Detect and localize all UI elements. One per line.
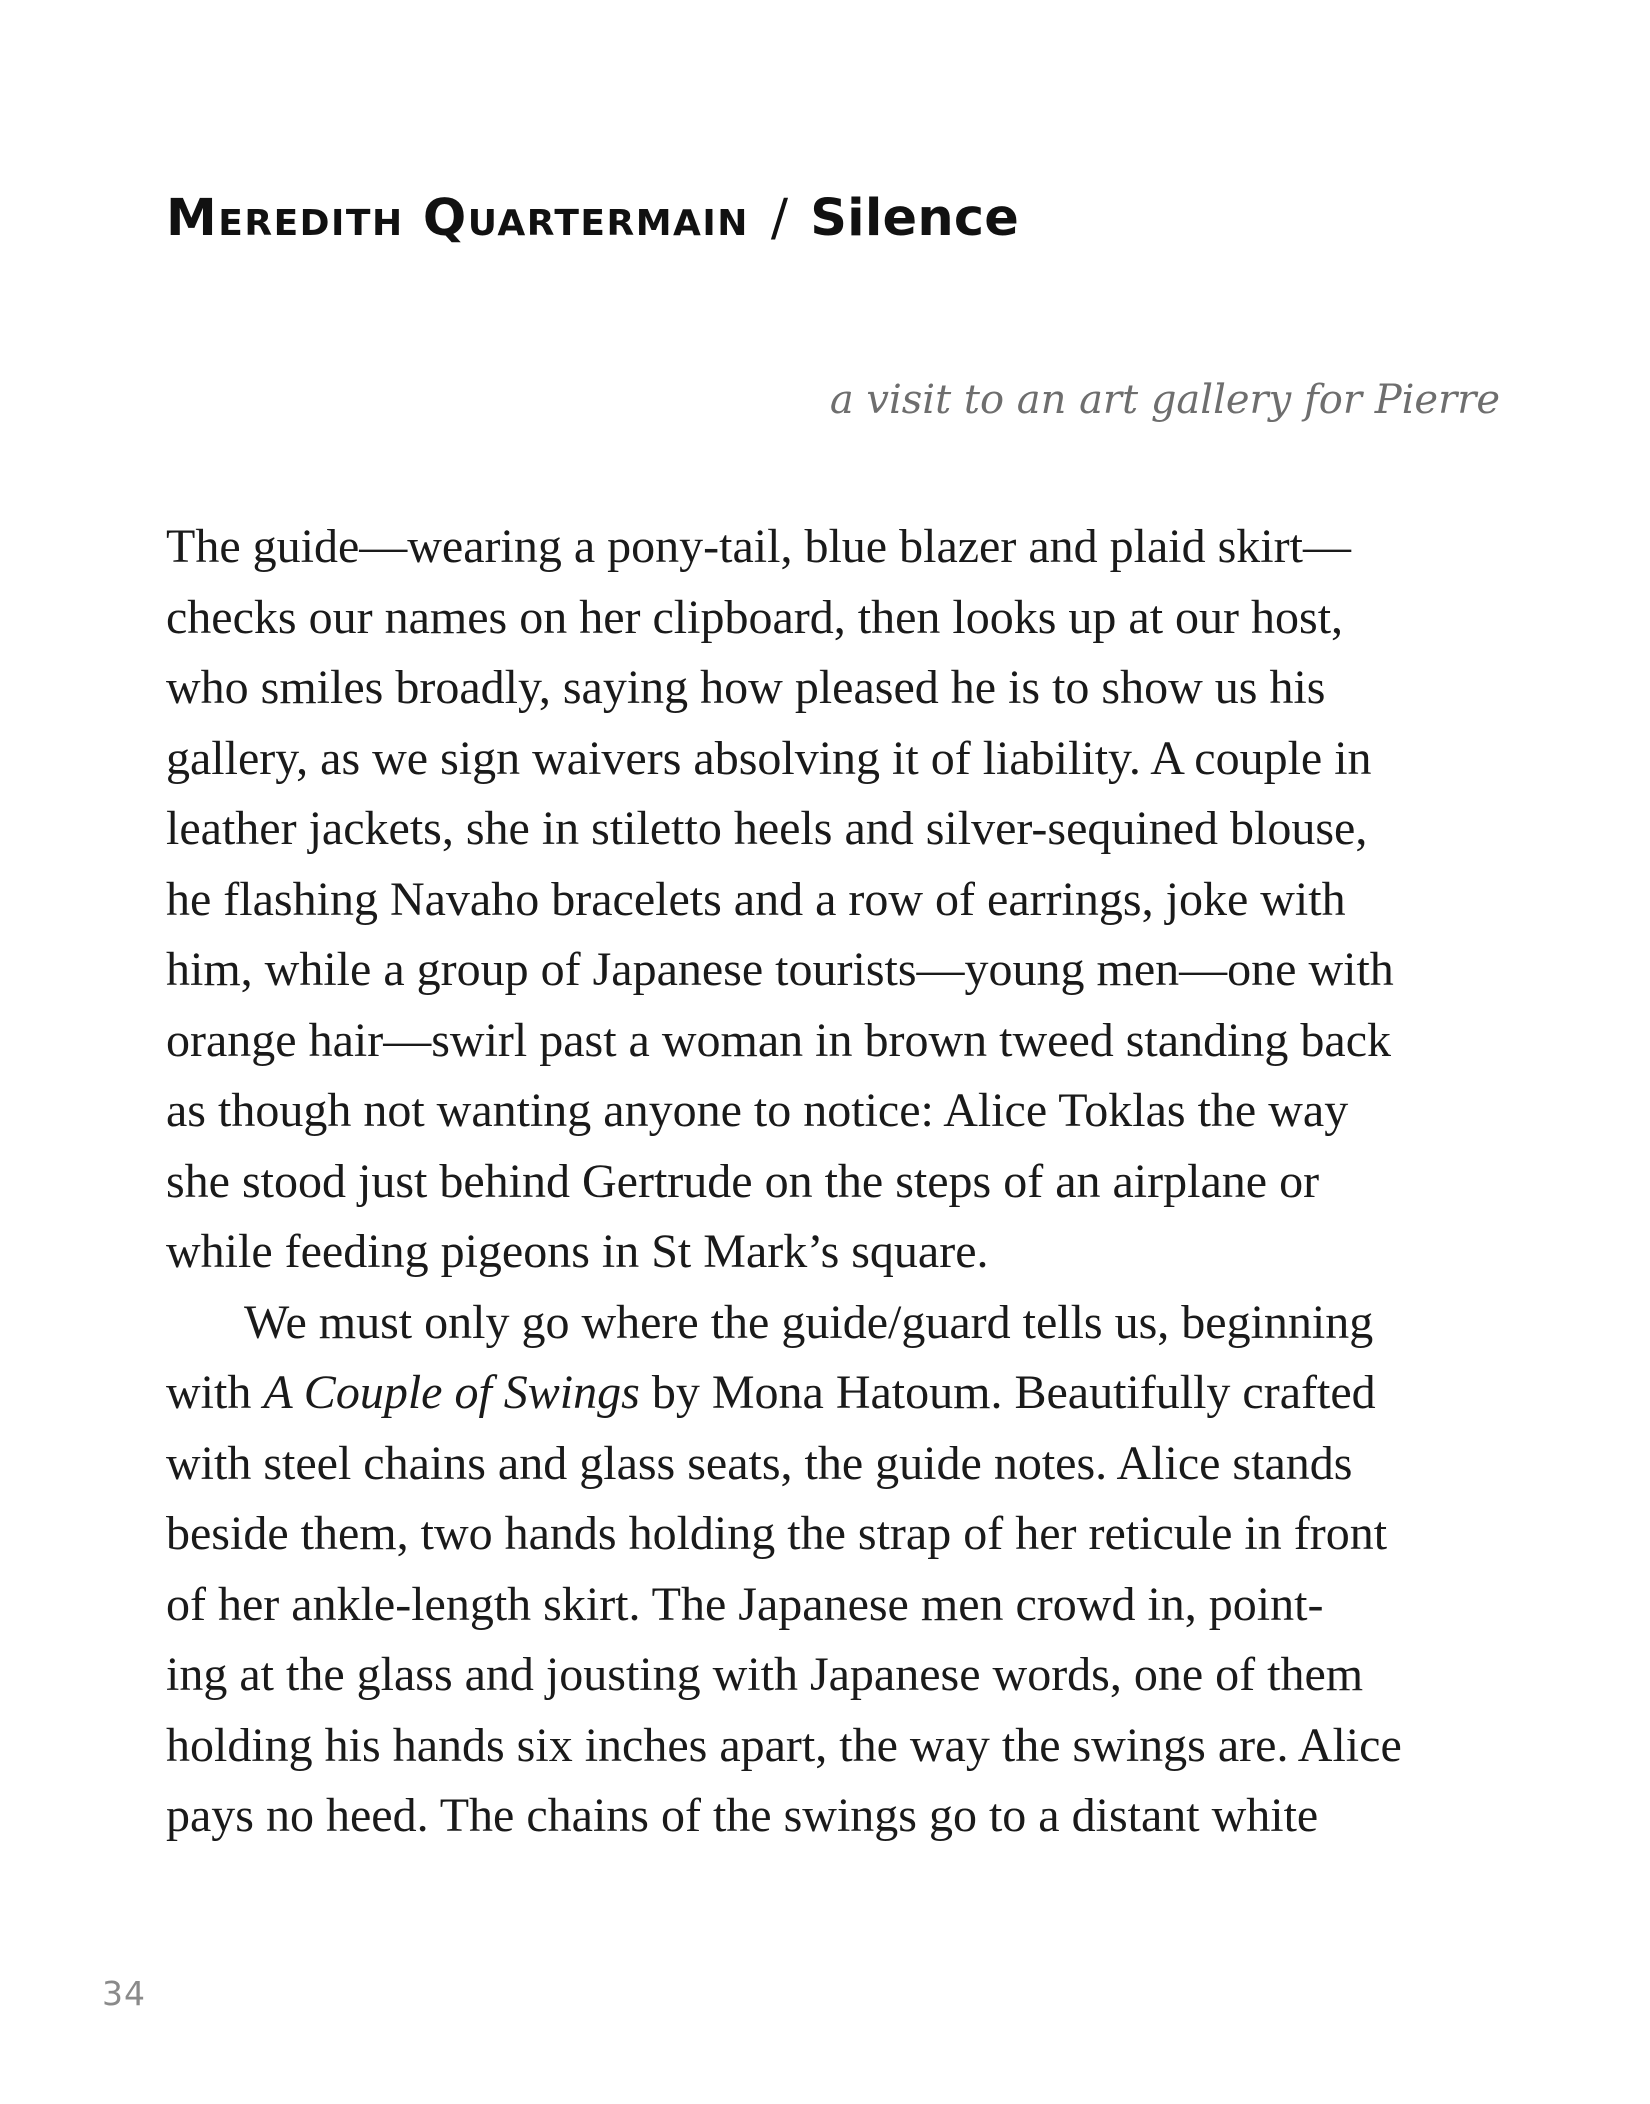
dedication: a visit to an art gallery for Pierre (829, 377, 1500, 423)
text-line: gallery, as we sign waivers absolving it of liability. A couple in (166, 731, 1372, 785)
text-line: leather jackets, she in stiletto heels and silver-sequined blouse, (166, 802, 1368, 855)
text-line: with steel chains and glass seats, the guide notes. Alice stands (166, 1436, 1353, 1490)
text-line: holding his hands six inches apart, the way the swings are. Alice (166, 1718, 1402, 1772)
text-line: ing at the glass and jousting with Japanese words, one of them (166, 1648, 1364, 1701)
text-segment: by Mona Hatoum. Beautifully crafted (651, 1366, 1376, 1419)
paragraph-start-line: We must only go where the guide/guard tells us, beginning (244, 1295, 1374, 1349)
text-line: orange hair—swirl past a woman in brown tweed standing back (166, 1013, 1392, 1067)
author-name: Meredith Quartermain (166, 189, 749, 248)
page-title (166, 186, 1019, 252)
artwork-title: A Couple of Swings (263, 1366, 640, 1419)
text-line: while feeding pigeons in St Mark’s square. (166, 1225, 989, 1278)
body-text (166, 512, 1500, 1852)
text-line: checks our names on her clipboard, then looks up at our host, (166, 590, 1344, 644)
text-segment: with (166, 1366, 252, 1419)
text-line: he flashing Navaho bracelets and a row of earrings, joke with (166, 872, 1346, 926)
text-line: of her ankle-length skirt. The Japanese men crowd in, point- (166, 1577, 1324, 1631)
text-line: pays no heed. The chains of the swings go to a distant white (166, 1789, 1319, 1842)
work-title: Silence (810, 189, 1020, 248)
text-line: beside them, two hands holding the strap of her reticule in front (166, 1507, 1388, 1560)
title-separator: / (770, 189, 789, 248)
text-line: as though not wanting anyone to notice: Alice Toklas the way (166, 1084, 1349, 1137)
text-line: who smiles broadly, saying how pleased he is to show us his (166, 661, 1326, 714)
text-line: him, while a group of Japanese tourists—young men—one with (166, 943, 1394, 996)
page-number: 34 (102, 1974, 146, 2013)
text-line: The guide—wearing a pony-tail, blue blazer and plaid skirt— (166, 520, 1351, 573)
text-line: she stood just behind Gertrude on the steps of an airplane or (166, 1154, 1320, 1208)
text-line (166, 1358, 1500, 1429)
